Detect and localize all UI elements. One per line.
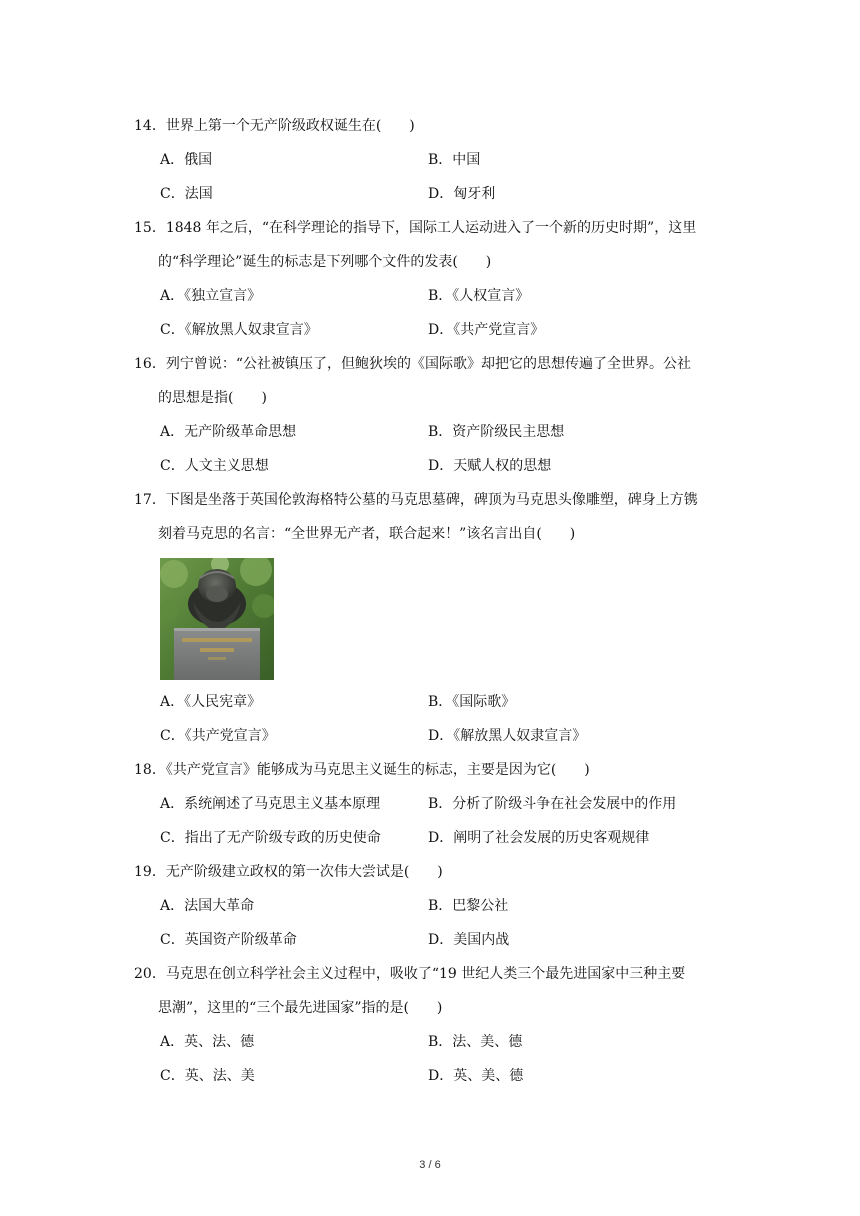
question-text: 20．马克思在创立科学社会主义过程中，吸收了“19 世纪人类三个最先进国家中三种主要 <box>134 966 686 982</box>
question-text: 16．列宁曾说：“公社被镇压了，但鲍狄埃的《国际歌》却把它的思想传遍了全世界。公社 <box>134 356 691 372</box>
question-text: 17．下图是坐落于英国伦敦海格特公墓的马克思墓碑，碑顶为马克思头像雕塑，碑身上方镌 <box>134 492 698 508</box>
question-text-cont: 的“科学理论”诞生的标志是下列哪个文件的发表( ) <box>158 254 492 270</box>
question-18 <box>134 753 734 855</box>
option-c: C．《解放黑人奴隶宣言》 <box>160 322 318 338</box>
option-b: B．分析了阶级斗争在社会发展中的作用 <box>428 796 677 812</box>
question-19 <box>134 855 734 957</box>
option-row <box>134 719 734 753</box>
option-row <box>134 177 734 211</box>
option-a: A．《独立宣言》 <box>160 288 262 304</box>
option-row <box>134 923 734 957</box>
option-d: D．阐明了社会发展的历史客观规律 <box>428 830 650 846</box>
option-d: D．天赋人权的思想 <box>428 458 552 474</box>
option-a: A．无产阶级革命思想 <box>160 424 297 440</box>
option-c: C．英、法、美 <box>160 1068 255 1084</box>
marx-bust-illustration <box>160 558 274 680</box>
page-number: 3 / 6 <box>419 1159 441 1171</box>
option-row <box>134 787 734 821</box>
option-b: B．巴黎公社 <box>428 898 509 914</box>
option-row <box>134 415 734 449</box>
option-d: D．《共产党宣言》 <box>428 322 545 338</box>
option-a: A．系统阐述了马克思主义基本原理 <box>160 796 381 812</box>
option-c: C．人文主义思想 <box>160 458 269 474</box>
option-c: C．《共产党宣言》 <box>160 728 276 744</box>
option-a: A．法国大革命 <box>160 898 255 914</box>
option-b: B．法、美、德 <box>428 1034 523 1050</box>
option-a: A．俄国 <box>160 152 213 168</box>
marx-tomb-photo <box>160 558 274 680</box>
option-a: A．《人民宪章》 <box>160 694 262 710</box>
option-row <box>134 1025 734 1059</box>
option-d: D．美国内战 <box>428 932 510 948</box>
option-row <box>134 889 734 923</box>
option-c: C．法国 <box>160 186 213 202</box>
question-list <box>134 109 734 1093</box>
option-row <box>134 685 734 719</box>
question-text: 14．世界上第一个无产阶级政权诞生在( ) <box>134 118 415 134</box>
question-text-cont: 刻着马克思的名言：“全世界无产者，联合起来！”该名言出自( ) <box>158 526 576 542</box>
option-b: B．中国 <box>428 152 481 168</box>
question-15 <box>134 211 734 347</box>
option-b: B．《国际歌》 <box>428 694 516 710</box>
option-d: D．《解放黑人奴隶宣言》 <box>428 728 587 744</box>
option-b: B．《人权宣言》 <box>428 288 530 304</box>
option-b: B．资产阶级民主思想 <box>428 424 565 440</box>
question-text-cont: 的思想是指( ) <box>158 390 267 406</box>
question-16 <box>134 347 734 483</box>
option-row <box>134 821 734 855</box>
option-row <box>134 279 734 313</box>
option-c: C．英国资产阶级革命 <box>160 932 297 948</box>
question-text: 18．《共产党宣言》能够成为马克思主义诞生的标志，主要是因为它( ) <box>134 762 590 778</box>
option-d: D．匈牙利 <box>428 186 496 202</box>
question-text: 19．无产阶级建立政权的第一次伟大尝试是( ) <box>134 864 443 880</box>
question-text: 15．1848 年之后，“在科学理论的指导下，国际工人运动进入了一个新的历史时期”，这里 <box>134 220 697 236</box>
option-row <box>134 143 734 177</box>
option-c: C．指出了无产阶级专政的历史使命 <box>160 830 381 846</box>
question-17 <box>134 483 734 753</box>
option-d: D．英、美、德 <box>428 1068 524 1084</box>
option-a: A．英、法、德 <box>160 1034 255 1050</box>
question-14 <box>134 109 734 211</box>
option-row <box>134 449 734 483</box>
option-row <box>134 1059 734 1093</box>
option-row <box>134 313 734 347</box>
question-text-cont: 思潮”，这里的“三个最先进国家”指的是( ) <box>158 1000 443 1016</box>
question-20 <box>134 957 734 1093</box>
